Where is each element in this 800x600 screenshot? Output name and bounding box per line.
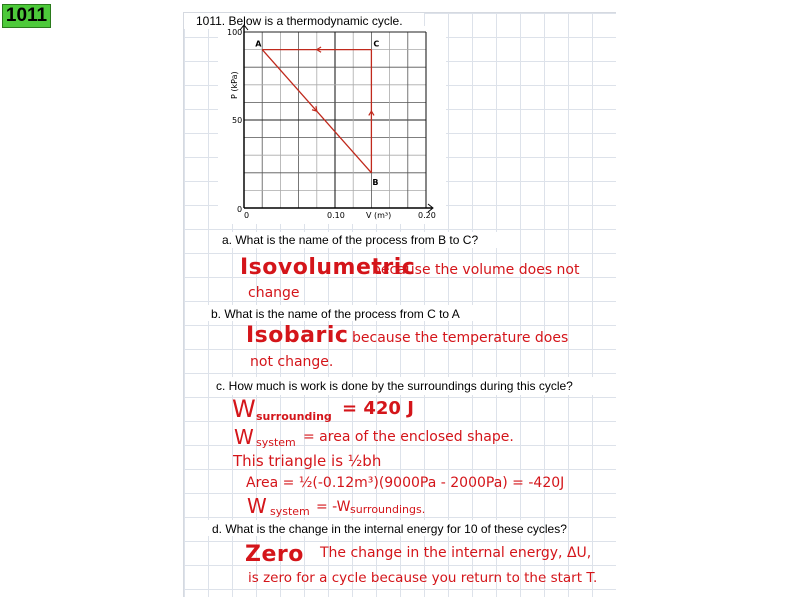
x-axis-label: V (m³) bbox=[366, 211, 392, 220]
question-b: b. What is the name of the process from C to A bbox=[211, 307, 460, 321]
answer-d-line-1: The change in the internal energy, ΔU, bbox=[320, 545, 592, 561]
x-tick-label: 0.20 bbox=[418, 211, 436, 220]
answer-c-line-neg: = -W bbox=[316, 499, 351, 515]
answer-c-value: = 420 J bbox=[342, 398, 414, 419]
chart-grid bbox=[244, 32, 426, 208]
answer-b-line-2: not change. bbox=[250, 354, 334, 370]
y-tick-label: 50 bbox=[232, 116, 243, 125]
y-tick-label: 100 bbox=[227, 28, 243, 37]
answer-c-line-calc: Area = ½(-0.12m³)(9000Pa - 2000Pa) = -420J bbox=[246, 475, 565, 491]
chart-lines bbox=[262, 47, 374, 173]
y-tick-label: 0 bbox=[237, 205, 243, 214]
answer-b-line-1: because the temperature does bbox=[352, 330, 569, 346]
x-tick-label: 0.10 bbox=[327, 211, 345, 220]
chart-axes bbox=[240, 25, 433, 212]
point-label-a: A bbox=[255, 39, 262, 49]
question-a: a. What is the name of the process from B to C? bbox=[222, 233, 479, 247]
y-axis-label: P (kPa) bbox=[230, 71, 239, 99]
pv-diagram bbox=[218, 24, 448, 224]
question-c: c. How much is work is done by the surroundings during this cycle? bbox=[216, 379, 573, 393]
answer-c-line-area: = area of the enclosed shape. bbox=[303, 429, 514, 445]
chart-ticks bbox=[227, 28, 436, 220]
x-tick-label: 0 bbox=[244, 211, 250, 220]
answer-c-w: W bbox=[232, 395, 256, 423]
problem-title: 1011. Below is a thermodynamic cycle. bbox=[196, 14, 403, 28]
answer-a-line-2: change bbox=[248, 285, 300, 301]
answer-a-line-1: because the volume does not bbox=[372, 262, 580, 278]
point-label-b: B bbox=[372, 177, 379, 187]
answer-d-term: Zero bbox=[245, 542, 304, 567]
point-label-c: C bbox=[373, 39, 380, 49]
answer-b-term: Isobaric bbox=[246, 323, 349, 348]
problem-number-badge: 1011 bbox=[2, 4, 51, 28]
question-d: d. What is the change in the internal energy for 10 of these cycles? bbox=[212, 522, 567, 536]
answer-a-term: Isovolumetric bbox=[240, 255, 416, 280]
answer-c-w-subscript: surrounding bbox=[256, 410, 332, 423]
answer-c-wsys2-sub: system bbox=[270, 505, 310, 518]
answer-c-wsys2: W bbox=[247, 494, 267, 518]
answer-c-wsys: W bbox=[234, 425, 254, 449]
chart-point-labels bbox=[255, 40, 379, 187]
answer-c-line-triangle: This triangle is ½bh bbox=[233, 452, 382, 470]
answer-c-wsys-sub: system bbox=[256, 436, 296, 449]
answer-c-line-neg-sub: surroundings. bbox=[350, 503, 426, 516]
answer-d-line-2: is zero for a cycle because you return to the start T. bbox=[248, 570, 598, 586]
